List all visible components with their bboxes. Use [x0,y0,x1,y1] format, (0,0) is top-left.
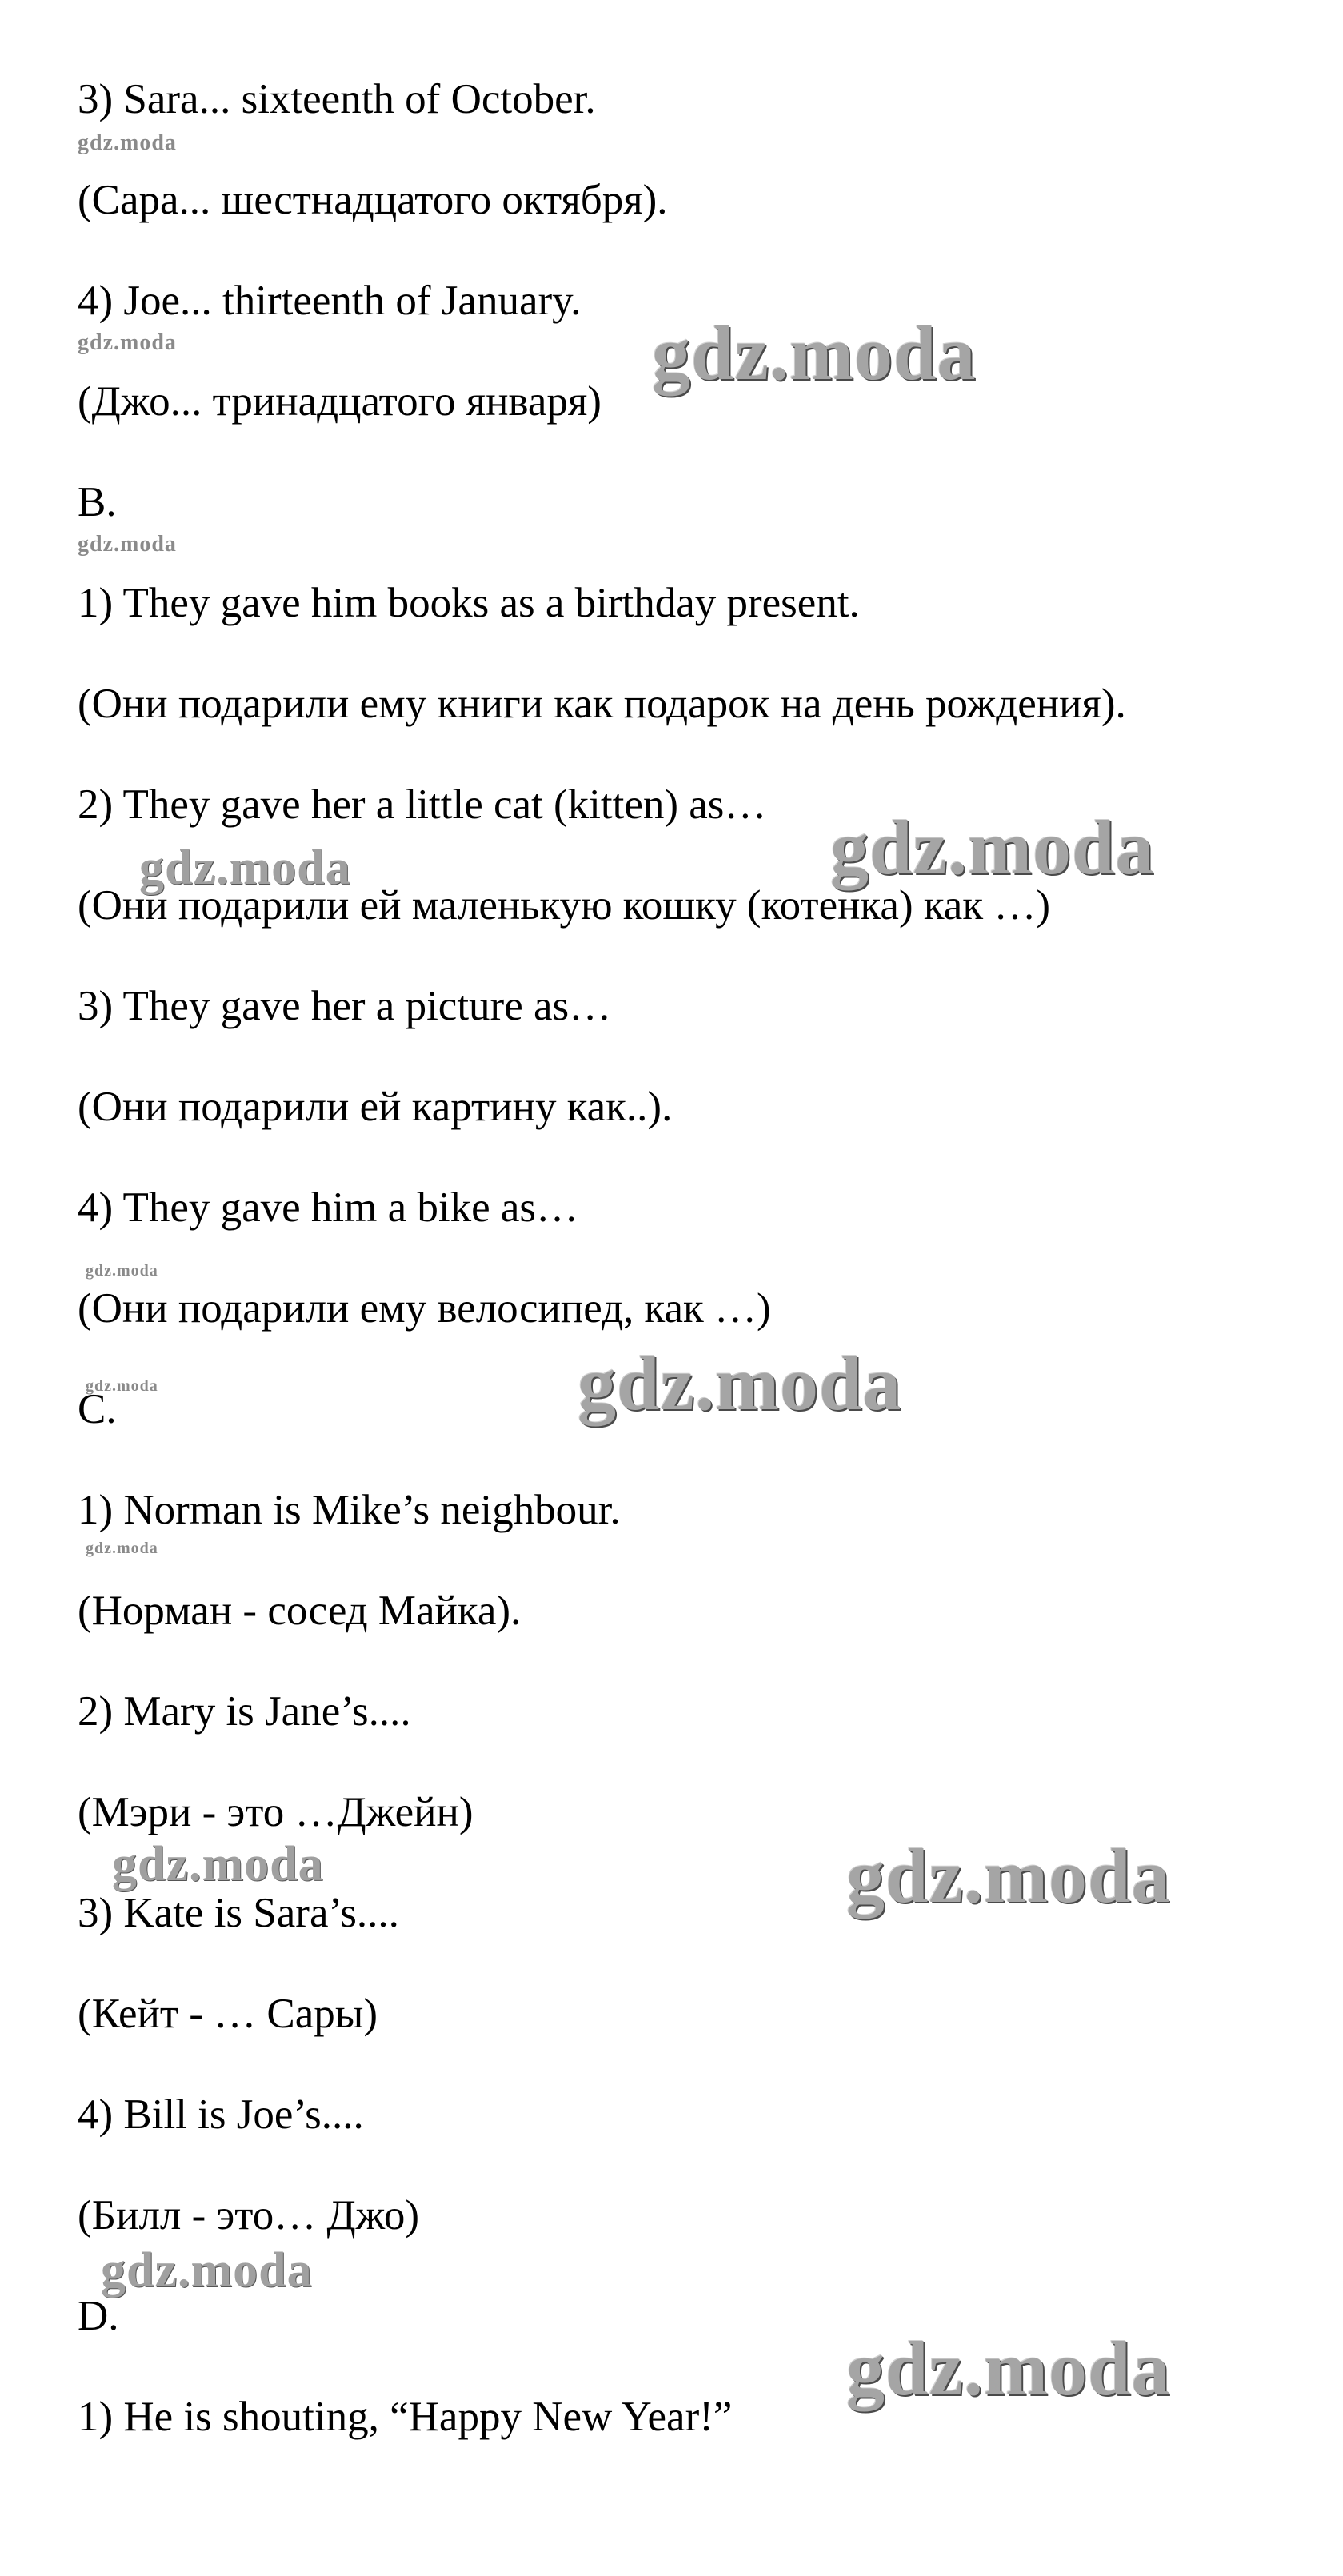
text-line-bill-ru: (Билл - это… Джо) [78,2192,420,2239]
text-line-sara: 3) Sara... sixteenth of October. [78,76,596,122]
section-heading-d: D. [78,2293,119,2339]
text-line-mary: 2) Mary is Jane’s.... [78,1688,411,1735]
text-line-books: 1) They gave him books as a birthday present. [78,580,860,626]
watermark: gdz.moda [578,1340,902,1426]
text-line-sara-ru: (Сара... шестнадцатого октября). [78,177,668,223]
text-line-joe: 4) Joe... thirteenth of January. [78,278,582,324]
watermark: gdz.moda [86,1377,158,1395]
text-line-norman-ru: (Норман - сосед Майка). [78,1588,522,1634]
text-line-bill: 4) Bill is Joe’s.... [78,2091,364,2138]
text-line-norman: 1) Norman is Mike’s neighbour. [78,1487,621,1533]
watermark: gdz.moda [78,330,177,355]
watermark: gdz.moda [78,532,177,557]
watermark: gdz.moda [139,841,351,895]
text-line-picture: 3) They gave her a picture as… [78,983,612,1029]
text-line-books-ru: (Они подарили ему книги как подарок на день рождения). [78,681,1126,727]
text-line-kate: 3) Kate is Sara’s.... [78,1890,399,1936]
watermark: gdz.moda [846,2326,1171,2411]
text-line-kate-ru: (Кейт - … Сары) [78,1991,378,2037]
watermark: gdz.moda [101,2243,313,2298]
watermark: gdz.moda [846,1833,1171,1919]
section-heading-c: C. [78,1386,117,1432]
text-line-mary-ru: (Мэри - это …Джейн) [78,1789,474,1835]
watermark: gdz.moda [86,1540,158,1557]
text-line-cat-ru: (Они подарили ей маленькую кошку (котенка) как …) [78,882,1050,929]
text-line-shouting: 1) He is shouting, “Happy New Year!” [78,2394,733,2440]
text-line-bike: 4) They gave him a bike as… [78,1184,579,1231]
watermark: gdz.moda [78,130,177,155]
watermark: gdz.moda [652,310,977,396]
text-line-cat: 2) They gave her a little cat (kitten) as… [78,781,767,828]
text-line-bike-ru: (Они подарили ему велосипед, как …) [78,1285,771,1332]
text-line-picture-ru: (Они подарили ей картину как..). [78,1084,673,1130]
text-line-joe-ru: (Джо... тринадцатого января) [78,378,602,425]
watermark: gdz.moda [830,805,1155,890]
watermark: gdz.moda [112,1837,324,1891]
section-heading-b: B. [78,479,117,525]
watermark: gdz.moda [86,1262,158,1280]
